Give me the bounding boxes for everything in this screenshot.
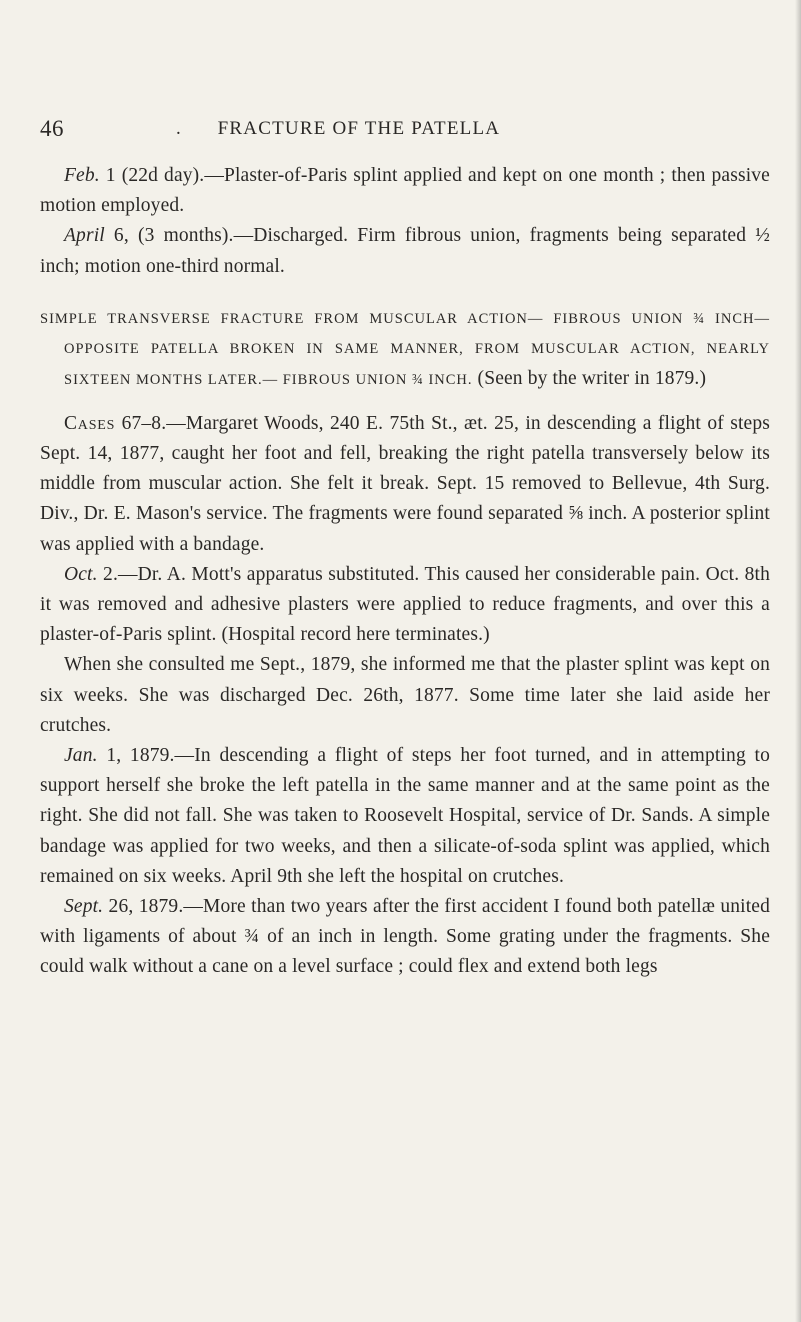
paragraph-text: 1 (22d day).—Plaster-of-Paris splint applied and kept on one month ; then passive motion employed. bbox=[40, 165, 770, 217]
date-label: Jan. bbox=[64, 745, 98, 767]
cases-label: Cases bbox=[64, 412, 116, 434]
paragraph-text: 1, 1879.—In descending a flight of steps her foot turned, and in attempting to support herself she broke the left patella in the same manner and at the same point as the right. She did not fall. She was taken to Roosevelt Hospital, service of Dr. Sands. A simple bandage was applied for two weeks, and then a silicate-of-soda splint was applied, which remained on six weeks. April 9th she left the hospital on crutches. bbox=[40, 745, 770, 887]
running-title-text: FRACTURE OF THE PATELLA bbox=[217, 118, 501, 139]
paragraph-text: 6, (3 months).—Discharged. Firm fibrous union, fragments being separated ½ inch; motion one-third normal. bbox=[40, 225, 770, 277]
case-heading bbox=[40, 304, 770, 395]
body-text bbox=[40, 161, 770, 983]
paragraph-text: 26, 1879.—More than two years after the first accident I found both patellæ united with ligaments of about ¾ of an inch in length. Some grating under the fragments. She could walk without a cane on a level surface ; could flex and extend both legs bbox=[40, 896, 770, 978]
date-label: Sept. bbox=[64, 896, 104, 918]
case-heading-note: (Seen by the writer in 1879.) bbox=[472, 367, 707, 389]
paragraph-april bbox=[40, 221, 770, 281]
paragraph-text: When she consulted me Sept., 1879, she informed me that the plaster splint was kept on six weeks. She was discharged Dec. 26th, 1877. Some time later she laid aside her crutches. bbox=[40, 654, 770, 736]
paragraph-oct bbox=[40, 560, 770, 651]
date-label: Oct. bbox=[64, 563, 98, 585]
paragraph-text: 2.—Dr. A. Mott's apparatus substituted. This caused her considerable pain. Oct. 8th it was removed and adhesive plasters were applied to reduce fragments, and over this a plaster-of-Paris splint. (Hospital record here terminates.) bbox=[40, 563, 770, 646]
date-label: Feb. bbox=[64, 165, 100, 186]
paragraph-feb bbox=[40, 161, 770, 221]
page-number: 46 bbox=[40, 116, 64, 141]
paragraph-text: 67–8.—Margaret Woods, 240 E. 75th St., æt. 25, in descending a flight of steps Sept. 14, 1877, caught her foot and fell, breaking the right patella transversely below its middle from muscular action. She felt it break. Sept. 15 removed to Bellevue, 4th Surg. Div., Dr. E. Mason's service. The fragments were found separated ⅝ inch. A posterior splint was applied with a bandage. bbox=[40, 412, 770, 555]
page-edge-shadow bbox=[795, 0, 801, 1322]
running-head-separator: . bbox=[176, 118, 182, 139]
case-heading-caps: SIMPLE TRANSVERSE FRACTURE FROM MUSCULAR ACTION— FIBROUS UNION ¾ INCH—OPPOSITE PATELLA BROKEN IN SAME MANNER, FROM MUSCULAR ACTION, NEARLY SIXTEEN MONTHS LATER.— FIBROUS UNION ¾ INCH. bbox=[40, 310, 770, 388]
paragraph-cases bbox=[40, 409, 770, 560]
paragraph-consulted bbox=[40, 650, 770, 741]
running-head bbox=[40, 116, 760, 146]
paragraph-jan bbox=[40, 741, 770, 892]
paragraph-sept bbox=[40, 892, 770, 983]
date-label: April bbox=[64, 225, 105, 247]
running-title bbox=[176, 118, 500, 140]
